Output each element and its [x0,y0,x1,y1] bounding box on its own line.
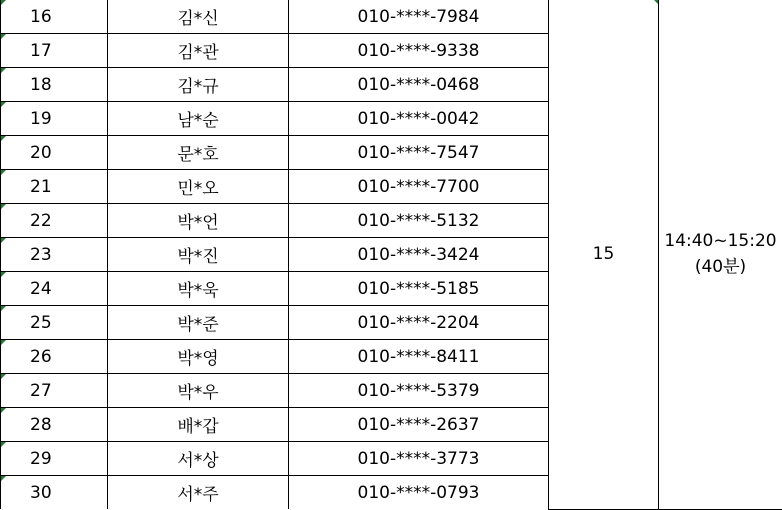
masked-phone: 010-****-7700 [358,177,480,197]
row-number: 23 [30,245,52,265]
masked-phone: 010-****-2637 [358,415,480,435]
cell-name[interactable] [108,476,289,510]
masked-phone: 010-****-0793 [358,483,480,503]
cell-name[interactable] [108,170,289,204]
cell-phone[interactable] [289,442,549,476]
cell-marker [654,0,658,4]
cell-number[interactable] [1,374,108,408]
masked-phone: 010-****-8411 [358,347,480,367]
cell-phone[interactable] [289,306,549,340]
masked-phone: 010-****-5379 [358,381,480,401]
cell-name[interactable] [108,340,289,374]
cell-name[interactable] [108,272,289,306]
cell-number[interactable] [1,442,108,476]
time-range: 14:40~15:20 [664,231,776,251]
cell-marker [1,442,6,447]
group-count: 15 [593,244,615,264]
masked-name: 민*오 [177,179,218,199]
time-duration: (40분) [695,257,746,277]
masked-name: 박*우 [177,383,218,403]
cell-name[interactable] [108,442,289,476]
row-number: 16 [30,7,52,27]
cell-marker [1,238,6,243]
cell-number[interactable] [1,68,108,102]
masked-name: 박*언 [177,213,218,233]
masked-name: 문*호 [177,145,218,165]
masked-phone: 010-****-3773 [358,449,480,469]
cell-name[interactable] [108,238,289,272]
cell-phone[interactable] [289,340,549,374]
cell-number[interactable] [1,340,108,374]
cell-marker [1,170,6,175]
masked-phone: 010-****-5132 [358,211,480,231]
cell-number[interactable] [1,34,108,68]
cell-name[interactable] [108,34,289,68]
masked-name: 김*관 [177,43,218,63]
masked-name: 박*욱 [177,281,218,301]
masked-name: 배*갑 [177,417,218,437]
table-row[interactable] [1,0,782,34]
cell-time-slot[interactable] [659,0,782,509]
cell-number[interactable] [1,272,108,306]
cell-marker [1,68,6,73]
cell-marker [1,374,6,379]
cell-marker [1,306,6,311]
row-number: 22 [30,211,52,231]
cell-marker [1,102,6,107]
cell-marker [1,34,6,39]
masked-phone: 010-****-7984 [358,7,480,27]
masked-phone: 010-****-0042 [358,109,480,129]
row-number: 26 [30,347,52,367]
cell-name[interactable] [108,408,289,442]
masked-phone: 010-****-7547 [358,143,480,163]
row-number: 28 [30,415,52,435]
masked-phone: 010-****-3424 [358,245,480,265]
row-number: 29 [30,449,52,469]
masked-phone: 010-****-9338 [358,41,480,61]
row-number: 20 [30,143,52,163]
cell-number[interactable] [1,136,108,170]
cell-marker [1,476,6,481]
cell-number[interactable] [1,0,108,34]
cell-number[interactable] [1,170,108,204]
cell-phone[interactable] [289,238,549,272]
cell-marker [1,204,6,209]
row-number: 30 [30,483,52,503]
row-number: 24 [30,279,52,299]
cell-phone[interactable] [289,272,549,306]
masked-phone: 010-****-2204 [358,313,480,333]
cell-name[interactable] [108,136,289,170]
row-number: 21 [30,177,52,197]
cell-phone[interactable] [289,204,549,238]
cell-phone[interactable] [289,68,549,102]
cell-marker [1,136,6,141]
row-number: 19 [30,109,52,129]
cell-name[interactable] [108,68,289,102]
masked-phone: 010-****-0468 [358,75,480,95]
row-number: 18 [30,75,52,95]
cell-marker [1,340,6,345]
masked-name: 박*영 [177,349,218,369]
cell-name[interactable] [108,0,289,34]
cell-name[interactable] [108,204,289,238]
cell-phone[interactable] [289,136,549,170]
cell-marker [1,272,6,277]
cell-group-count[interactable] [549,0,659,509]
cell-phone[interactable] [289,170,549,204]
masked-name: 박*준 [177,315,218,335]
cell-number[interactable] [1,204,108,238]
masked-name: 박*진 [177,247,218,267]
cell-number[interactable] [1,476,108,510]
cell-name[interactable] [108,306,289,340]
cell-name[interactable] [108,102,289,136]
cell-phone[interactable] [289,374,549,408]
cell-name[interactable] [108,374,289,408]
cell-marker [1,408,6,413]
cell-phone[interactable] [289,34,549,68]
masked-name: 남*순 [177,111,218,131]
cell-number[interactable] [1,102,108,136]
cell-phone[interactable] [289,408,549,442]
cell-marker [1,0,6,5]
masked-name: 김*신 [177,9,218,29]
cell-number[interactable] [1,408,108,442]
row-number: 17 [30,41,52,61]
masked-name: 김*규 [177,77,218,97]
cell-phone[interactable] [289,102,549,136]
masked-name: 서*주 [177,485,218,505]
cell-number[interactable] [1,238,108,272]
row-number: 27 [30,381,52,401]
masked-name: 서*상 [177,451,218,471]
cell-number[interactable] [1,306,108,340]
cell-phone[interactable] [289,0,549,34]
masked-phone: 010-****-5185 [358,279,480,299]
cell-phone[interactable] [289,476,549,510]
row-number: 25 [30,313,52,333]
